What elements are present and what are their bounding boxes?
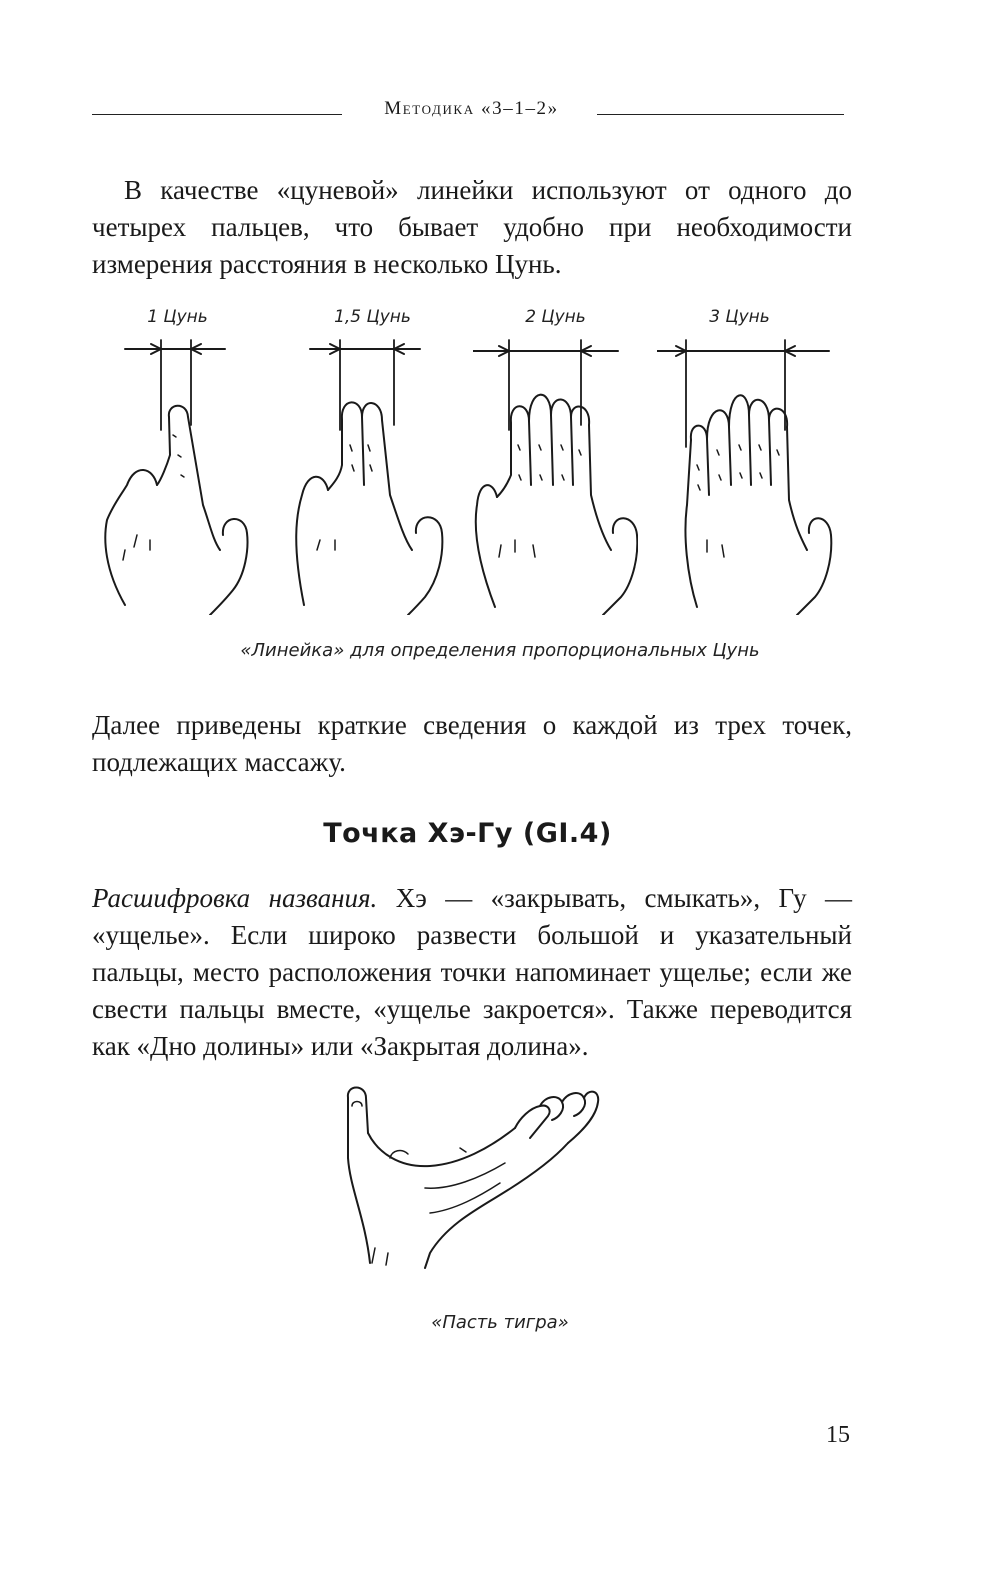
hand-label-2-cun: 2 Цунь [525, 307, 586, 327]
paragraph-ruler-intro [92, 172, 852, 283]
hand-illustration-3-cun [657, 305, 822, 615]
hand-1-5-cun-drawing [290, 335, 455, 615]
figure-tiger-caption: «Пасть тигра» [431, 1312, 569, 1333]
hand-illustration-2-cun [473, 305, 638, 615]
figure-ruler-caption: «Линейка» для определения пропорциональных Цунь [240, 640, 760, 661]
running-head-rule-right [597, 114, 844, 115]
paragraph-name-meaning [92, 880, 852, 1065]
tiger-mouth-hand-illustration [330, 1078, 620, 1278]
finger-ruler-figure [95, 305, 840, 615]
hand-3-cun-drawing [657, 335, 837, 615]
hand-illustration-1-5-cun [290, 305, 455, 615]
paragraph-points-intro: Далее приведены краткие сведения о каждой из трех точек, подлежащих массажу. [92, 710, 852, 777]
running-head [92, 98, 844, 128]
hand-illustration-1-cun [95, 305, 260, 615]
paragraph-ruler-intro-text: В качестве «цуневой» линейки используют от одного до четырех пальцев, что бывает удобно при необходимости измерения расстояния в несколько Цунь. [92, 175, 852, 279]
name-meaning-lead: Расшифровка названия. [92, 883, 378, 913]
hand-label-3-cun: 3 Цунь [709, 307, 770, 327]
hand-label-1-cun: 1 Цунь [147, 307, 208, 327]
running-head-rule-left [92, 114, 342, 115]
section-heading: Точка Хэ-Гу (GI.4) [323, 818, 612, 849]
hand-2-cun-drawing [473, 335, 638, 615]
hand-label-1-5-cun: 1,5 Цунь [334, 307, 411, 327]
running-head-title: Методика «3–1–2» [384, 98, 559, 119]
page-number: 15 [826, 1422, 850, 1448]
name-meaning-body: Хэ — «закрывать, смыкать», Гу — «ущелье». Если широко развести большой и указательный пальцы, место расположения точки напоминает ущелье; если же свести пальцы вместе, «ущелье закроется». Также переводится как «Дно долины» или «Закрытая долина». [92, 883, 852, 1061]
hand-1-cun-drawing [95, 335, 260, 615]
